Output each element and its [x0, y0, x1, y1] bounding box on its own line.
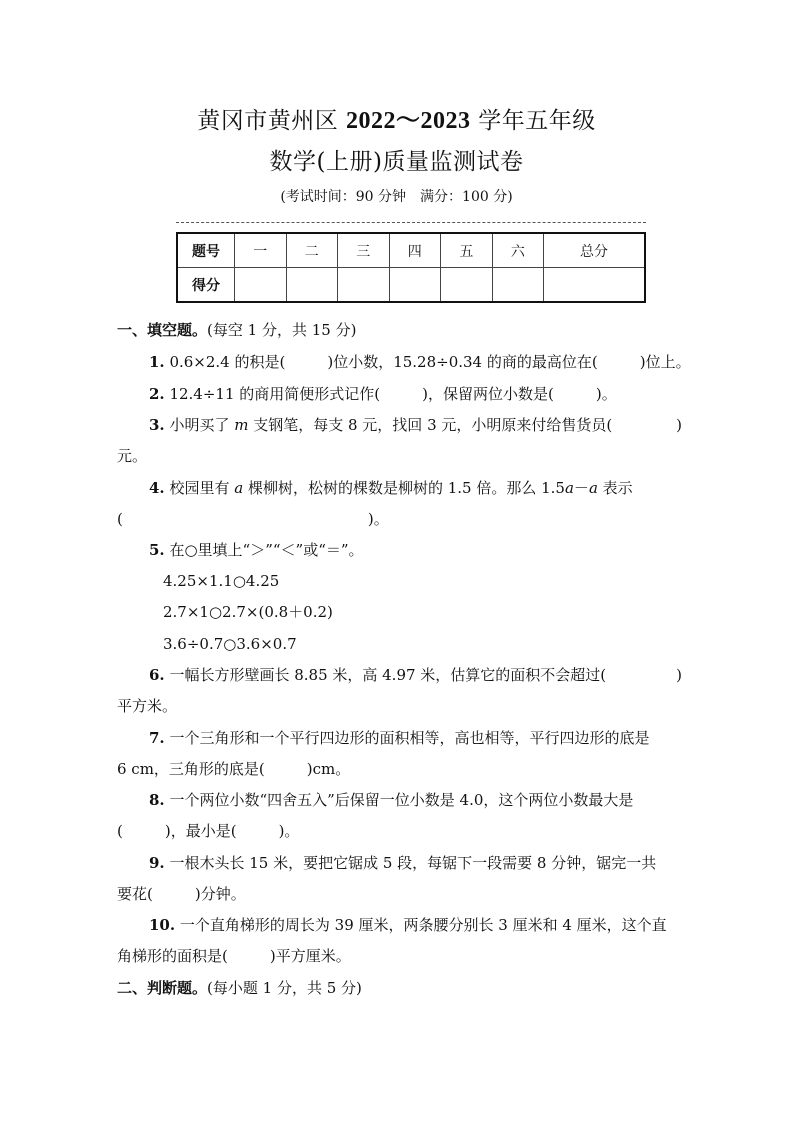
question-3: 3. 小明买了 m 支钢笔，每支 8 元，找回 3 元，小明原来付给售货员( ): [149, 416, 682, 434]
score-cell: [338, 268, 390, 303]
question-7: 7. 一个三角形和一个平行四边形的面积相等，高也相等，平行四边形的底是: [149, 729, 650, 747]
score-table: [176, 232, 646, 303]
score-header-4: 四: [389, 233, 441, 268]
exam-title-line1: 黄冈市黄州区 2022～2023 学年五年级: [197, 108, 596, 134]
exam-info: (考试时间：90 分钟 满分：100 分): [280, 189, 513, 205]
score-cell: [235, 268, 287, 303]
exam-title-line2: 数学(上册)质量监测试卷: [269, 149, 524, 175]
question-3-cont: 元。: [117, 447, 148, 465]
score-table-score-row: [177, 268, 645, 303]
score-cell: [441, 268, 493, 303]
score-header-2: 二: [286, 233, 338, 268]
question-5: 5. 在○里填上“＞”“＜”或“＝”。: [149, 541, 364, 559]
question-4-cont: ( )。: [117, 510, 389, 528]
score-cell: [544, 268, 645, 303]
question-2: 2. 12.4÷11 的商用简便形式记作( )，保留两位小数是( )。: [149, 385, 617, 403]
question-6: 6. 一幅长方形壁画长 8.85 米，高 4.97 米，估算它的面积不会超过( ): [149, 666, 682, 684]
section1-heading: 一、填空题。(每空 1 分，共 15 分): [117, 321, 357, 339]
question-8: 8. 一个两位小数“四舍五入”后保留一位小数是 4.0，这个两位小数最大是: [149, 791, 634, 809]
question-5-item[interactable]: 4.25×1.1○4.25: [163, 572, 280, 590]
score-header-label: 题号: [177, 233, 235, 268]
score-cell: [286, 268, 338, 303]
question-6-cont: 平方米。: [117, 697, 178, 715]
question-10: 10. 一个直角梯形的周长为 39 厘米，两条腰分别长 3 厘米和 4 厘米，这个直: [149, 916, 667, 934]
question-1: 1. 0.6×2.4 的积是( )位小数，15.28÷0.34 的商的最高位在( )位上。: [149, 353, 691, 371]
question-9: 9. 一根木头长 15 米，要把它锯成 5 段，每锯下一段需要 8 分钟，锯完一共: [149, 854, 657, 872]
score-table-header-row: [177, 233, 645, 268]
score-header-5: 五: [441, 233, 493, 268]
section2-heading: 二、判断题。(每小题 1 分，共 5 分): [117, 979, 362, 997]
question-10-cont: 角梯形的面积是( )平方厘米。: [117, 947, 351, 965]
question-8-cont: ( )，最小是( )。: [117, 822, 300, 840]
score-header-6: 六: [492, 233, 544, 268]
dotted-divider: [176, 222, 646, 223]
question-5-item[interactable]: 2.7×1○2.7×(0.8＋0.2): [163, 603, 333, 621]
score-header-1: 一: [235, 233, 287, 268]
score-cell: [389, 268, 441, 303]
question-9-cont: 要花( )分钟。: [117, 885, 246, 903]
score-cell: [492, 268, 544, 303]
score-header-total: 总分: [544, 233, 645, 268]
question-5-item[interactable]: 3.6÷0.7○3.6×0.7: [163, 635, 297, 653]
question-7-cont: 6 cm，三角形的底是( )cm。: [117, 760, 351, 778]
question-4: 4. 校园里有 a 棵柳树，松树的棵数是柳树的 1.5 倍。那么 1.5a－a 表示: [149, 479, 633, 497]
score-row-label: 得分: [177, 268, 235, 303]
score-header-3: 三: [338, 233, 390, 268]
